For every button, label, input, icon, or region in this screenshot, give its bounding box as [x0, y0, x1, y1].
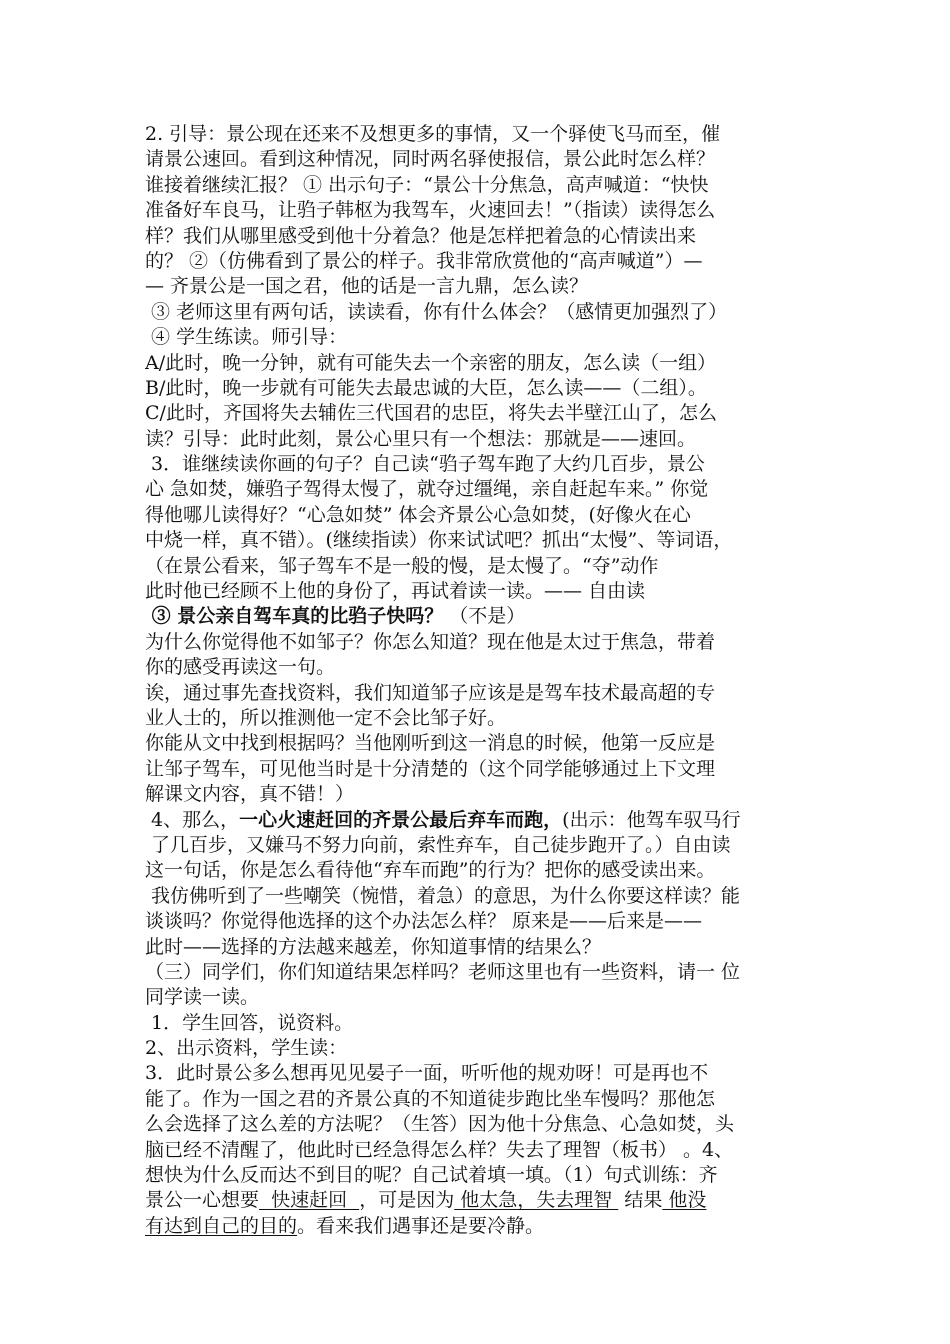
text-line: [145, 173, 813, 198]
text-run: 4、那么，: [145, 808, 240, 831]
bold-text: 一心火速赶回的齐景公最后弃车而跑，: [239, 808, 563, 831]
text-run: 。看来我们遇事还是要冷静。: [297, 1214, 545, 1237]
text-line: [145, 706, 813, 731]
text-line: [145, 1112, 813, 1137]
text-run: 2、出示资料，学生读：: [145, 1037, 348, 1060]
text-run: （在景公看来，邹子驾车不是一般的慢，是太慢了。“夺”动作: [145, 554, 659, 577]
text-run: 此时他已经顾不上他的身份了，再试着读一读。—— 自由读: [145, 580, 646, 603]
text-run: 请景公速回。看到这种情况，同时两名驿使报信，景公此时怎么样？: [145, 148, 716, 171]
text-line: [145, 452, 813, 477]
text-line: [145, 782, 813, 807]
text-run: ④ 学生练读。师引导：: [145, 326, 348, 349]
text-run: 诶，通过事先查找资料，我们知道邹子应该是是驾车技术最高超的专: [145, 681, 716, 704]
text-line: [145, 1163, 813, 1188]
text-run: 我仿佛听到了一些嘲笑（惋惜，着急）的意思，为什么你要这样读？能: [145, 884, 741, 907]
text-run: 结果: [618, 1189, 663, 1212]
text-line: [145, 833, 813, 858]
text-line: [145, 351, 813, 376]
text-run: — 齐景公是一国之君，他的话是一言九鼎，怎么读？: [145, 275, 589, 298]
text-line: [145, 427, 813, 452]
text-line: [145, 376, 813, 401]
underlined-answer: 快速赶回: [259, 1189, 360, 1212]
bold-text: ③ 景公亲自驾车真的比驺子快吗？: [145, 605, 444, 628]
text-run: 2. 引导：景公现在还来不及想更多的事情，又一个驿使飞马而至，催: [145, 123, 721, 145]
text-run: 得他哪儿读得好？“心急如焚” 体会齐景公心急如焚，(好像火在心: [145, 503, 691, 526]
text-line: [145, 147, 813, 172]
text-run: 此时——选择的方法越来越差，你知道事情的结果么？: [145, 935, 602, 958]
text-run: 能了。作为一国之君的齐景公真的不知道徒步跑比坐车慢吗？那他怎: [145, 1087, 716, 1110]
document-body: [145, 122, 813, 1239]
text-run: C/此时，齐国将失去辅佐三代国君的忠臣，将失去半壁江山了，怎么: [145, 402, 717, 425]
text-line: [145, 757, 813, 782]
text-run: 让邹子驾车，可见他当时是十分清楚的（这个同学能够通过上下文理: [145, 757, 716, 780]
text-line: [145, 858, 813, 883]
text-line: [145, 655, 813, 680]
text-line: [145, 1061, 813, 1086]
text-line: [145, 579, 813, 604]
text-run: 3．此时景公多么想再见见晏子一面，听听他的规劝呀！可是再也不: [145, 1062, 709, 1085]
underlined-answer: 他没: [662, 1189, 707, 1212]
text-line: [145, 198, 813, 223]
text-run: 解课文内容，真不错！）: [145, 783, 355, 806]
text-line: [145, 909, 813, 934]
text-run: 1．学生回答，说资料。: [145, 1011, 354, 1034]
text-run: ，可是因为: [359, 1189, 455, 1212]
text-line: [145, 503, 813, 528]
text-line: [145, 1036, 813, 1061]
text-run: （三）同学们，你们知道结果怎样吗？老师这里也有一些资料，请一 位: [145, 960, 741, 983]
text-line: [145, 224, 813, 249]
text-line: [145, 300, 813, 325]
text-line: [145, 681, 813, 706]
text-run: 谁接着继续汇报？ ① 出示句子：“景公十分焦急，高声喊道：“快快: [145, 173, 709, 196]
text-line: [145, 274, 813, 299]
text-run: 了几百步，又嫌马不努力向前，索性弃车，自己徒步跑开了。）自由读: [145, 833, 731, 856]
text-run: 读？引导：此时此刻，景公心里只有一个想法：那就是——速回。: [145, 427, 697, 450]
text-line: [145, 401, 813, 426]
text-line: [145, 604, 813, 629]
text-run: (出示：他驾车驭马行: [562, 808, 741, 831]
text-run: （不是）: [443, 605, 526, 628]
text-line: [145, 1188, 813, 1213]
text-run: A/此时，晚一分钟，就有可能失去一个亲密的朋友，怎么读（一组）: [145, 351, 717, 374]
text-line: [145, 935, 813, 960]
text-line: [145, 1214, 813, 1239]
underlined-answer: 有达到自己的目的: [145, 1214, 298, 1237]
text-line: [145, 528, 813, 553]
text-run: 你能从文中找到根据吗？当他刚听到这一消息的时候，他第一反应是: [145, 732, 716, 755]
text-run: 准备好车良马，让驺子韩枢为我驾车，火速回去！”（指读）读得怎么: [145, 199, 716, 222]
text-line: [145, 325, 813, 350]
text-line: [145, 731, 813, 756]
text-line: [145, 808, 813, 833]
text-line: [145, 1087, 813, 1112]
text-line: [145, 249, 813, 274]
text-line: [145, 477, 813, 502]
text-line: [145, 554, 813, 579]
text-run: 样？我们从哪里感受到他十分着急？他是怎样把着急的心情读出来: [145, 224, 697, 247]
text-run: 同学读一读。: [145, 986, 260, 1009]
text-run: ③ 老师这里有两句话，读读看，你有什么体会？（感情更加强烈了）: [145, 300, 728, 323]
text-run: 中烧一样，真不错）。(继续指读）你来试试吧？抓出“太慢”、等词语，: [145, 529, 733, 552]
text-run: 3．谁继续读你画的句子？自己读“驺子驾车跑了大约几百步，景公: [145, 453, 705, 476]
text-line: [145, 122, 813, 147]
text-run: 业人士的，所以推测他一定不会比邹子好。: [145, 706, 507, 729]
text-run: 你的感受再读这一句。: [145, 656, 336, 679]
text-run: 心 急如焚，嫌驺子驾得太慢了，就夺过缰绳，亲自赶起车来。” 你觉: [145, 478, 709, 501]
text-line: [145, 1011, 813, 1036]
text-run: 的？ ②（仿佛看到了景公的样子。我非常欣赏他的“高声喊道”）—: [145, 249, 703, 272]
text-run: B/此时，晚一步就有可能失去最忠诚的大臣，怎么读——（二组）。: [145, 376, 707, 399]
text-line: [145, 985, 813, 1010]
text-run: 景公一心想要: [145, 1189, 260, 1212]
text-run: 脑已经不清醒了，他此时已经急得怎么样？失去了理智（板书） 。4、: [145, 1138, 734, 1161]
underlined-answer: 他太急，失去理智: [454, 1189, 619, 1212]
text-line: [145, 960, 813, 985]
text-run: 谈谈吗？你觉得他选择的这个办法怎么样？ 原来是——后来是——: [145, 910, 703, 933]
text-run: 这一句话，你是怎么看待他“弃车而跑”的行为？把你的感受读出来。: [145, 859, 716, 882]
text-run: 为什么你觉得他不如邹子？你怎么知道？现在他是太过于焦急，带着: [145, 630, 716, 653]
text-run: 想快为什么反而达不到目的呢？自己试着填一填。（1）句式训练：齐: [145, 1164, 718, 1187]
text-line: [145, 884, 813, 909]
text-line: [145, 630, 813, 655]
text-run: 么会选择了这么差的方法呢？（生答）因为他十分焦急、心急如焚，头: [145, 1113, 735, 1136]
text-line: [145, 1138, 813, 1163]
